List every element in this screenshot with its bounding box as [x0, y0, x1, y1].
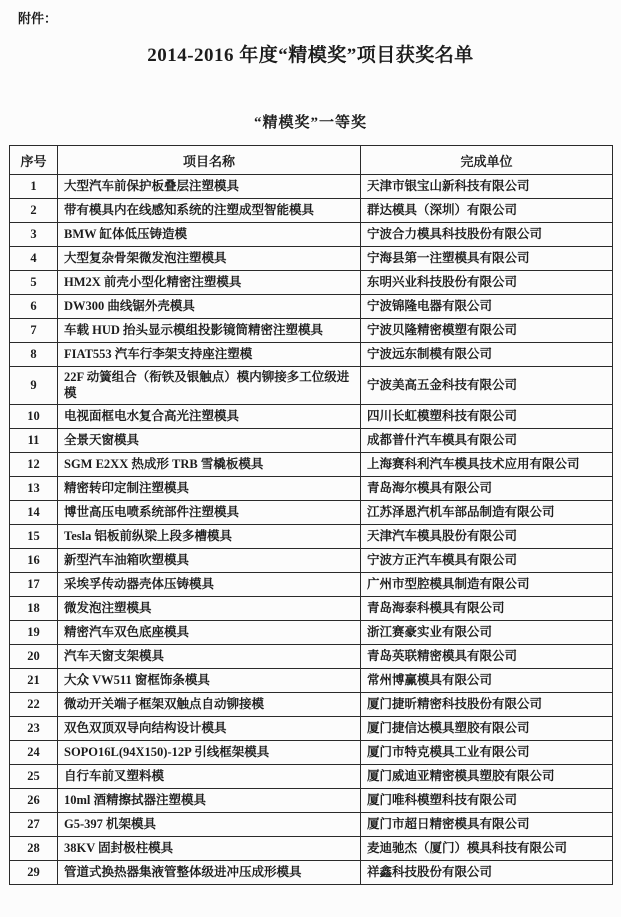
- row-project-name: BMW 缸体低压铸造模: [58, 223, 361, 247]
- table-row: [10, 788, 613, 812]
- row-project-name: 采埃孚传动器壳体压铸模具: [58, 572, 361, 596]
- row-completing-unit: 宁波远东制模有限公司: [361, 343, 613, 367]
- row-completing-unit: 厦门唯科模塑科技有限公司: [361, 788, 613, 812]
- row-completing-unit: 四川长虹模塑科技有限公司: [361, 404, 613, 428]
- row-project-name: 带有模具内在线感知系统的注塑成型智能模具: [58, 199, 361, 223]
- awards-table: [9, 145, 613, 885]
- row-serial-number: 20: [10, 644, 58, 668]
- row-serial-number: 12: [10, 452, 58, 476]
- row-project-name: 10ml 酒精擦拭器注塑模具: [58, 788, 361, 812]
- table-row: [10, 476, 613, 500]
- row-completing-unit: 上海赛科利汽车模具技术应用有限公司: [361, 452, 613, 476]
- table-row: [10, 428, 613, 452]
- header-project-name: 项目名称: [58, 146, 361, 175]
- row-project-name: HM2X 前壳小型化精密注塑模具: [58, 271, 361, 295]
- row-completing-unit: 宁波贝隆精密模塑有限公司: [361, 319, 613, 343]
- row-serial-number: 18: [10, 596, 58, 620]
- row-completing-unit: 群达模具（深圳）有限公司: [361, 199, 613, 223]
- table-row: [10, 692, 613, 716]
- row-serial-number: 11: [10, 428, 58, 452]
- row-project-name: Tesla 铝板前纵梁上段多槽模具: [58, 524, 361, 548]
- row-serial-number: 19: [10, 620, 58, 644]
- row-project-name: DW300 曲线锯外壳模具: [58, 295, 361, 319]
- table-row: [10, 367, 613, 405]
- row-completing-unit: 宁波方正汽车模具有限公司: [361, 548, 613, 572]
- row-serial-number: 27: [10, 812, 58, 836]
- award-tier-subtitle: “精模奖”一等奖: [253, 115, 367, 131]
- row-serial-number: 9: [10, 367, 58, 405]
- row-serial-number: 10: [10, 404, 58, 428]
- row-serial-number: 16: [10, 548, 58, 572]
- row-serial-number: 7: [10, 319, 58, 343]
- row-project-name: G5-397 机架模具: [58, 812, 361, 836]
- table-row: [10, 596, 613, 620]
- row-completing-unit: 厦门捷信达模具塑胶有限公司: [361, 716, 613, 740]
- row-completing-unit: 广州市型腔模具制造有限公司: [361, 572, 613, 596]
- row-serial-number: 15: [10, 524, 58, 548]
- row-serial-number: 22: [10, 692, 58, 716]
- row-completing-unit: 江苏泽恩汽机车部品制造有限公司: [361, 500, 613, 524]
- table-row: [10, 223, 613, 247]
- row-serial-number: 24: [10, 740, 58, 764]
- row-completing-unit: 常州博赢模具有限公司: [361, 668, 613, 692]
- row-completing-unit: 天津汽车模具股份有限公司: [361, 524, 613, 548]
- row-serial-number: 6: [10, 295, 58, 319]
- table-row: [10, 572, 613, 596]
- table-row: [10, 319, 613, 343]
- row-completing-unit: 青岛英联精密模具有限公司: [361, 644, 613, 668]
- row-serial-number: 2: [10, 199, 58, 223]
- row-serial-number: 21: [10, 668, 58, 692]
- row-completing-unit: 厦门市特克模具工业有限公司: [361, 740, 613, 764]
- table-row: [10, 199, 613, 223]
- attachment-label: 附件：: [18, 11, 58, 26]
- row-completing-unit: 天津市银宝山新科技有限公司: [361, 175, 613, 199]
- table-row: [10, 452, 613, 476]
- row-completing-unit: 厦门市超日精密模具有限公司: [361, 812, 613, 836]
- table-row: [10, 404, 613, 428]
- row-completing-unit: 浙江赛豪实业有限公司: [361, 620, 613, 644]
- row-project-name: 精密汽车双色底座模具: [58, 620, 361, 644]
- row-project-name: 22F 动簧组合（衔铁及银触点）模内铆接多工位级进模: [58, 367, 361, 405]
- row-project-name: 汽车天窗支架模具: [58, 644, 361, 668]
- row-project-name: 大型汽车前保护板叠层注塑模具: [58, 175, 361, 199]
- row-serial-number: 14: [10, 500, 58, 524]
- row-serial-number: 26: [10, 788, 58, 812]
- table-row: [10, 295, 613, 319]
- row-serial-number: 1: [10, 175, 58, 199]
- row-completing-unit: 成都普什汽车模具有限公司: [361, 428, 613, 452]
- row-completing-unit: 祥鑫科技股份有限公司: [361, 860, 613, 884]
- row-completing-unit: 青岛海泰科模具有限公司: [361, 596, 613, 620]
- row-project-name: 电视面框电水复合高光注塑模具: [58, 404, 361, 428]
- table-row: [10, 524, 613, 548]
- row-serial-number: 25: [10, 764, 58, 788]
- row-project-name: 大型复杂骨架微发泡注塑模具: [58, 247, 361, 271]
- row-serial-number: 28: [10, 836, 58, 860]
- row-project-name: SGM E2XX 热成形 TRB 雪橇板模具: [58, 452, 361, 476]
- row-project-name: 微发泡注塑模具: [58, 596, 361, 620]
- row-completing-unit: 宁波合力模具科技股份有限公司: [361, 223, 613, 247]
- table-row: [10, 716, 613, 740]
- row-project-name: 全景天窗模具: [58, 428, 361, 452]
- table-row: [10, 764, 613, 788]
- table-header-row: [10, 146, 613, 175]
- row-project-name: 大众 VW511 窗框饰条模具: [58, 668, 361, 692]
- row-project-name: 38KV 固封极柱模具: [58, 836, 361, 860]
- table-row: [10, 343, 613, 367]
- row-serial-number: 13: [10, 476, 58, 500]
- row-completing-unit: 宁海县第一注塑模具有限公司: [361, 247, 613, 271]
- row-serial-number: 4: [10, 247, 58, 271]
- header-serial-number: 序号: [10, 146, 58, 175]
- row-completing-unit: 青岛海尔模具有限公司: [361, 476, 613, 500]
- row-completing-unit: 厦门捷昕精密科技股份有限公司: [361, 692, 613, 716]
- awards-table-body: [10, 175, 613, 885]
- table-row: [10, 644, 613, 668]
- page-title: 2014-2016 年度“精模奖”项目获奖名单: [147, 45, 474, 66]
- row-project-name: FIAT553 汽车行李架支持座注塑模: [58, 343, 361, 367]
- table-row: [10, 271, 613, 295]
- row-serial-number: 23: [10, 716, 58, 740]
- row-project-name: 自行车前叉塑料模: [58, 764, 361, 788]
- row-project-name: 管道式换热器集液管整体级进冲压成形模具: [58, 860, 361, 884]
- row-project-name: 双色双顶双导向结构设计模具: [58, 716, 361, 740]
- table-row: [10, 620, 613, 644]
- table-row: [10, 860, 613, 884]
- table-row: [10, 175, 613, 199]
- row-project-name: 精密转印定制注塑模具: [58, 476, 361, 500]
- table-row: [10, 836, 613, 860]
- row-project-name: 微动开关端子框架双触点自动铆接模: [58, 692, 361, 716]
- row-project-name: 新型汽车油箱吹塑模具: [58, 548, 361, 572]
- row-serial-number: 3: [10, 223, 58, 247]
- table-row: [10, 812, 613, 836]
- table-row: [10, 247, 613, 271]
- table-row: [10, 740, 613, 764]
- row-project-name: 车载 HUD 抬头显示模组投影镜筒精密注塑模具: [58, 319, 361, 343]
- header-completing-unit: 完成单位: [361, 146, 613, 175]
- row-completing-unit: 宁波锦隆电器有限公司: [361, 295, 613, 319]
- row-completing-unit: 东明兴业科技股份有限公司: [361, 271, 613, 295]
- row-project-name: 博世高压电喷系统部件注塑模具: [58, 500, 361, 524]
- row-serial-number: 29: [10, 860, 58, 884]
- table-row: [10, 668, 613, 692]
- table-row: [10, 548, 613, 572]
- row-serial-number: 8: [10, 343, 58, 367]
- row-serial-number: 17: [10, 572, 58, 596]
- table-row: [10, 500, 613, 524]
- row-completing-unit: 麦迪驰杰（厦门）模具科技有限公司: [361, 836, 613, 860]
- row-project-name: SOPO16L(94X150)-12P 引线框架模具: [58, 740, 361, 764]
- row-completing-unit: 厦门威迪亚精密模具塑胶有限公司: [361, 764, 613, 788]
- row-completing-unit: 宁波美高五金科技有限公司: [361, 367, 613, 405]
- row-serial-number: 5: [10, 271, 58, 295]
